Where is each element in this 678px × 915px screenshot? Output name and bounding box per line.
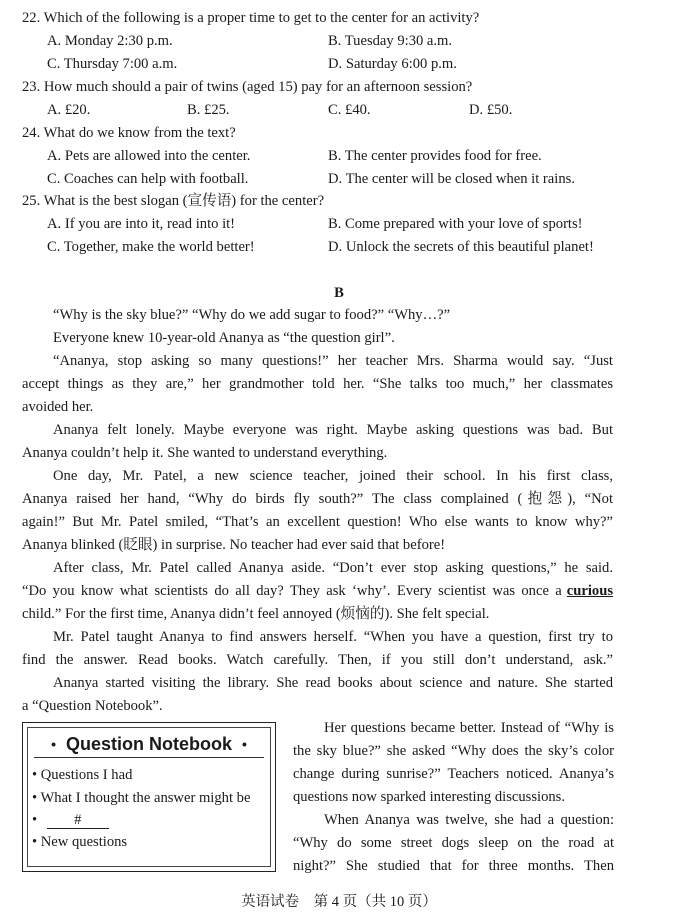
passage-line: find the answer. Read books. Watch carefully. Then, if you still don’t understand, ask.” <box>22 652 613 668</box>
question-23-option-b: B. £25. <box>187 102 230 118</box>
bullet-icon: • <box>51 736 56 752</box>
question-24-option-c: C. Coaches can help with football. <box>47 171 249 187</box>
notebook-item <box>32 832 127 852</box>
passage-line: a “Question Notebook”. <box>22 698 163 714</box>
passage-line-with-keyword <box>22 581 613 601</box>
question-25-option-a: A. If you are into it, read into it! <box>47 216 236 232</box>
notebook-item-label: What I thought the answer might be <box>40 790 251 806</box>
question-22-option-c: C. Thursday 7:00 a.m. <box>47 56 178 72</box>
page-footer: 英语试卷 第 4 页（共 10 页） <box>241 894 437 910</box>
notebook-item <box>32 788 250 808</box>
right-column-line: night?” She studied that for three months. Then <box>293 858 614 874</box>
passage-line-text: “Do you know what scientists do all day? They ask ‘why’. Every scientist was once a <box>22 583 562 599</box>
passage-line: Ananya blinked (眨眼) in surprise. No teacher had ever said that before! <box>22 537 446 553</box>
passage-line: avoided her. <box>22 399 94 415</box>
passage-line: child.” For the first time, Ananya didn’t feel annoyed (烦恼的). She felt special. <box>22 606 490 622</box>
right-column-line: “Why do some street dogs sleep on the road at <box>293 835 614 851</box>
question-notebook-title-bar <box>34 731 264 758</box>
question-25-option-c: C. Together, make the world better! <box>47 239 255 255</box>
question-24-option-a: A. Pets are allowed into the center. <box>47 148 251 164</box>
passage-line: Mr. Patel taught Ananya to find answers herself. “When you have a question, first try to <box>53 629 613 645</box>
notebook-item-label: Questions I had <box>40 767 133 783</box>
question-22-stem: 22. Which of the following is a proper time to get to the center for an activity? <box>22 10 480 26</box>
question-notebook-frame <box>27 727 271 867</box>
question-25-option-b: B. Come prepared with your love of sports! <box>328 216 583 232</box>
passage-line: again!” But Mr. Patel smiled, “That’s an excellent question! Who else wants to know why?” <box>22 514 613 530</box>
right-column-line: Her questions became better. Instead of “Why is <box>324 720 614 736</box>
question-25-stem: 25. What is the best slogan (宣传语) for the center? <box>22 193 325 209</box>
question-23-option-d: D. £50. <box>469 102 513 118</box>
right-column-line: questions now sparked interesting discussions. <box>293 789 565 805</box>
question-24-stem: 24. What do we know from the text? <box>22 125 236 141</box>
passage-line: accept things as they are,” her grandmother told her. “She talks too much,” her classmates <box>22 376 613 392</box>
keyword-curious: curious <box>566 583 613 599</box>
passage-line: “Ananya, stop asking so many questions!” her teacher Mrs. Sharma would say. “Just <box>53 353 613 369</box>
notebook-item-label: New questions <box>40 834 128 850</box>
bullet-icon: • <box>32 790 38 806</box>
passage-line: Ananya felt lonely. Maybe everyone was right. Maybe asking questions was bad. But <box>53 422 613 438</box>
question-24-option-d: D. The center will be closed when it rains. <box>328 171 575 187</box>
question-notebook-box <box>22 722 276 872</box>
question-22-option-d: D. Saturday 6:00 p.m. <box>328 56 457 72</box>
passage-line: Ananya couldn’t help it. She wanted to understand everything. <box>22 445 388 461</box>
passage-line: After class, Mr. Patel called Ananya aside. “Don’t ever stop asking questions,” he said. <box>53 560 613 576</box>
question-23-option-c: C. £40. <box>328 102 371 118</box>
right-column-line: change during sunrise?” Teachers noticed. Ananya’s <box>293 766 614 782</box>
question-24-option-b: B. The center provides food for free. <box>328 148 542 164</box>
notebook-item <box>32 765 132 785</box>
section-heading: B <box>334 285 344 301</box>
passage-line: “Why is the sky blue?” “Why do we add sugar to food?” “Why…?” <box>53 307 451 323</box>
right-column-line: When Ananya was twelve, she had a question: <box>324 812 614 828</box>
bullet-icon: • <box>32 812 38 828</box>
passage-line: One day, Mr. Patel, a new science teacher, joined their school. In his first class, <box>53 468 613 484</box>
passage-line: Ananya started visiting the library. She read books about science and nature. She started <box>53 675 613 691</box>
bullet-icon: • <box>242 736 247 752</box>
question-22-option-a: A. Monday 2:30 p.m. <box>47 33 173 49</box>
notebook-blank: # <box>47 812 109 829</box>
right-column-line: the sky blue?” she asked “Why does the sky’s color <box>293 743 614 759</box>
bullet-icon: • <box>32 834 38 850</box>
question-25-option-d: D. Unlock the secrets of this beautiful planet! <box>328 239 594 255</box>
passage-line: Everyone knew 10-year-old Ananya as “the question girl”. <box>53 330 395 346</box>
question-22-option-b: B. Tuesday 9:30 a.m. <box>328 33 453 49</box>
passage-line: Ananya raised her hand, “Why do birds fly south?” The class complained (抱怨), “Not <box>22 491 613 507</box>
notebook-item <box>32 810 109 830</box>
question-notebook-title: Question Notebook <box>66 733 232 754</box>
bullet-icon: • <box>32 767 38 783</box>
question-23-stem: 23. How much should a pair of twins (aged 15) pay for an afternoon session? <box>22 79 473 95</box>
question-23-option-a: A. £20. <box>47 102 91 118</box>
